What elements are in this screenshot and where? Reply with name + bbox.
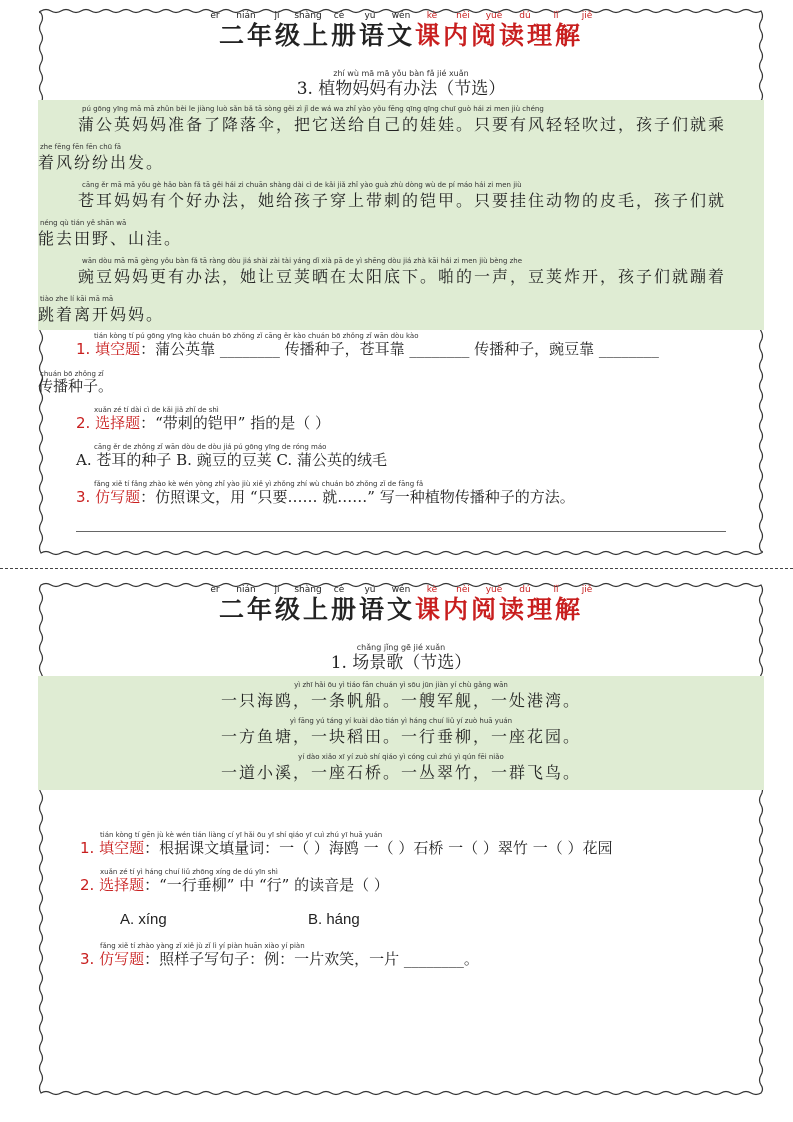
pinyin-line: yì fāng yú táng yí kuài dào tián yì háng chuí liǔ yí zuò huā yuán [289,717,513,725]
title-pinyin-syllable: wén [391,11,411,21]
title-pinyin-syllable: jí [274,11,280,21]
question-pinyin: chuán bō zhǒng zǐ [40,370,104,378]
title-pinyin-syllable: shàng [294,585,322,595]
question-text: ：仿照课文，用 “只要…… 就……” 写一种植物传播种子的方法。 [140,488,575,506]
title-pinyin-syllable: lǐ [553,585,559,595]
poem-line: 一只海鸥，一条帆船。一艘军舰，一处港湾。 [220,691,581,710]
question-label: 3. 仿写题 [80,950,145,968]
title-pinyin-syllable: nèi [456,585,470,595]
question-pinyin: fǎng xiě tí fǎng zhào kè wén yòng zhǐ yào jiù xiě yì zhǒng zhí wù chuán bō zhǒng zǐ de fāng fǎ [94,480,424,488]
passage-title: 1. 场景歌（节选） [330,653,472,673]
question-pinyin: tián kòng tí pú gōng yīng kào chuán bō zhǒng zǐ cāng ěr kào chuán bō zhǒng zǐ wān dòu kào [94,332,419,340]
title-pinyin-syllable: kè [426,585,438,595]
title-pinyin-syllable: jiě [581,11,593,21]
question-text: ：根据课文填量词：一（ ）海鸥 一（ ）石桥 一（ ）翠竹 一（ ）花园 [144,839,613,857]
title-pinyin-syllable: lǐ [553,11,559,21]
question-1 [80,837,612,858]
title-pinyin-syllable: nián [236,11,256,21]
title-pinyin-syllable: dú [519,585,531,595]
page-title: 二年级上册语文课内阅读理解 [218,595,584,624]
poem-line: 一道小溪，一座石桥。一丛翠竹，一群飞鸟。 [220,763,581,782]
pinyin-line: wān dòu mā mā gèng yǒu bàn fǎ tā ràng dòu jiá shài zài tài yáng dǐ xià pā de yì shēng dòu jiá zhà kāi hái zi men jiù bèng zhe [82,257,523,265]
passage-line: 着风纷纷出发。 [38,153,165,172]
question-text: ：照样子写句子：例：一片欢笑，一片 ________。 [144,950,479,968]
title-pinyin-syllable: èr [210,11,220,21]
title-pinyin [38,585,764,595]
worksheet-card-1 [38,8,764,556]
question-label: 3. 仿写题 [76,488,141,506]
title-pinyin-syllable: cè [333,11,345,21]
title-pinyin-syllable: shàng [294,11,322,21]
question-1 [76,338,659,359]
pinyin-line: néng qù tián yě shān wā [40,219,127,227]
title-pinyin-syllable: jiě [581,585,593,595]
subtitle-pinyin: chǎng jǐng gē jié xuǎn [356,643,446,652]
question-3 [80,948,479,969]
question-pinyin: xuǎn zé tí yì háng chuí liǔ zhōng xíng de dú yīn shì [100,868,278,876]
passage-line: 能去田野、山洼。 [38,229,183,248]
question-text: ：“带刺的铠甲” 指的是（ ） [140,414,330,432]
options-pinyin: cāng ěr de zhǒng zǐ wān dòu de dòu jiá pú gōng yīng de róng máo [94,443,327,451]
question-pinyin: tián kòng tí gēn jù kè wén tián liàng cí yī hǎi ōu yī shí qiáo yī cuì zhú yī huā yuán [100,831,383,839]
pinyin-line: tiào zhe lí kāi mā mā [40,295,114,303]
passage-line: 跳着离开妈妈。 [38,305,165,324]
page-title: 二年级上册语文课内阅读理解 [218,21,584,50]
question-label: 1. 填空题 [80,839,145,857]
question-2 [80,874,389,895]
question-pinyin: xuǎn zé tí dài cì de kǎi jiǎ zhǐ de shì [94,406,219,414]
title-pinyin-syllable: nián [236,585,256,595]
option-a[interactable]: A. xíng [120,911,167,928]
title-pinyin-syllable: yǔ [364,11,376,21]
question-text: ：蒲公英靠 ________ 传播种子，苍耳靠 ________ 传播种子，豌豆靠 ________ [140,340,659,358]
passage-title: 3. 植物妈妈有办法（节选） [296,79,506,99]
question-1-cont: 传播种子。 [38,377,114,395]
title-pinyin-syllable: wén [391,585,411,595]
title-pinyin-syllable: nèi [456,11,470,21]
question-2 [76,412,330,433]
pinyin-line: yì zhī hǎi ōu yì tiáo fān chuán yì sōu jūn jiàn yí chù gǎng wān [294,681,508,689]
title-pinyin-syllable: kè [426,11,438,21]
worksheet-card-2 [38,582,764,1096]
title-pinyin-syllable: yuè [485,11,503,21]
poem-line: 一方鱼塘，一块稻田。一行垂柳，一座花园。 [220,727,581,746]
title-pinyin-syllable: èr [210,585,220,595]
cut-line [0,568,793,569]
question-label: 2. 选择题 [76,414,141,432]
pinyin-line: zhe fēng fēn fēn chū fā [40,143,122,151]
passage-line: 蒲公英妈妈准备了降落伞，把它送给自己的娃娃。只要有风轻轻吹过，孩子们就乘 [78,115,727,134]
passage-line: 豌豆妈妈更有办法，她让豆荚晒在太阳底下。啪的一声，豆荚炸开，孩子们就蹦着 [78,267,727,286]
question-3 [76,486,575,507]
title-pinyin-syllable: cè [333,585,345,595]
title-pinyin-syllable: jí [274,585,280,595]
question-label: 1. 填空题 [76,340,141,358]
title-pinyin-syllable: yǔ [364,585,376,595]
subtitle-pinyin: zhí wù mā mā yǒu bàn fǎ jié xuǎn [333,69,469,78]
pinyin-line: cāng ěr mā mā yǒu gè hǎo bàn fǎ tā gěi hái zi chuān shàng dài cì de kǎi jiǎ zhǐ yào guà zhù dòng wù de pí máo hái zi men jiù [82,181,522,189]
title-pinyin-syllable: dú [519,11,531,21]
question-text: ：“一行垂柳” 中 “行” 的读音是（ ） [144,876,389,894]
pinyin-line: yí dào xiǎo xī yí zuò shí qiáo yì cóng cuì zhú yì qún fēi niǎo [298,753,504,761]
question-label: 2. 选择题 [80,876,145,894]
pinyin-line: pú gōng yīng mā mā zhǔn bèi le jiàng luò sǎn bǎ tā sòng gěi zì jǐ de wá wa zhǐ yào yǒu fēng qīng qīng chuī guò hái zi men jiù chéng [82,105,544,113]
title-pinyin-syllable: yuè [485,585,503,595]
passage-line: 苍耳妈妈有个好办法，她给孩子穿上带刺的铠甲。只要挂住动物的皮毛，孩子们就 [78,191,727,210]
question-2-options: A. 苍耳的种子 B. 豌豆的豆荚 C. 蒲公英的绒毛 [76,451,387,469]
question-pinyin: fǎng xiě tí zhào yàng zǐ xiě jù zǐ lì yí piàn huān xiào yí piàn [100,942,305,950]
answer-line[interactable] [76,531,726,532]
option-b[interactable]: B. háng [308,911,360,928]
title-pinyin [38,11,764,21]
